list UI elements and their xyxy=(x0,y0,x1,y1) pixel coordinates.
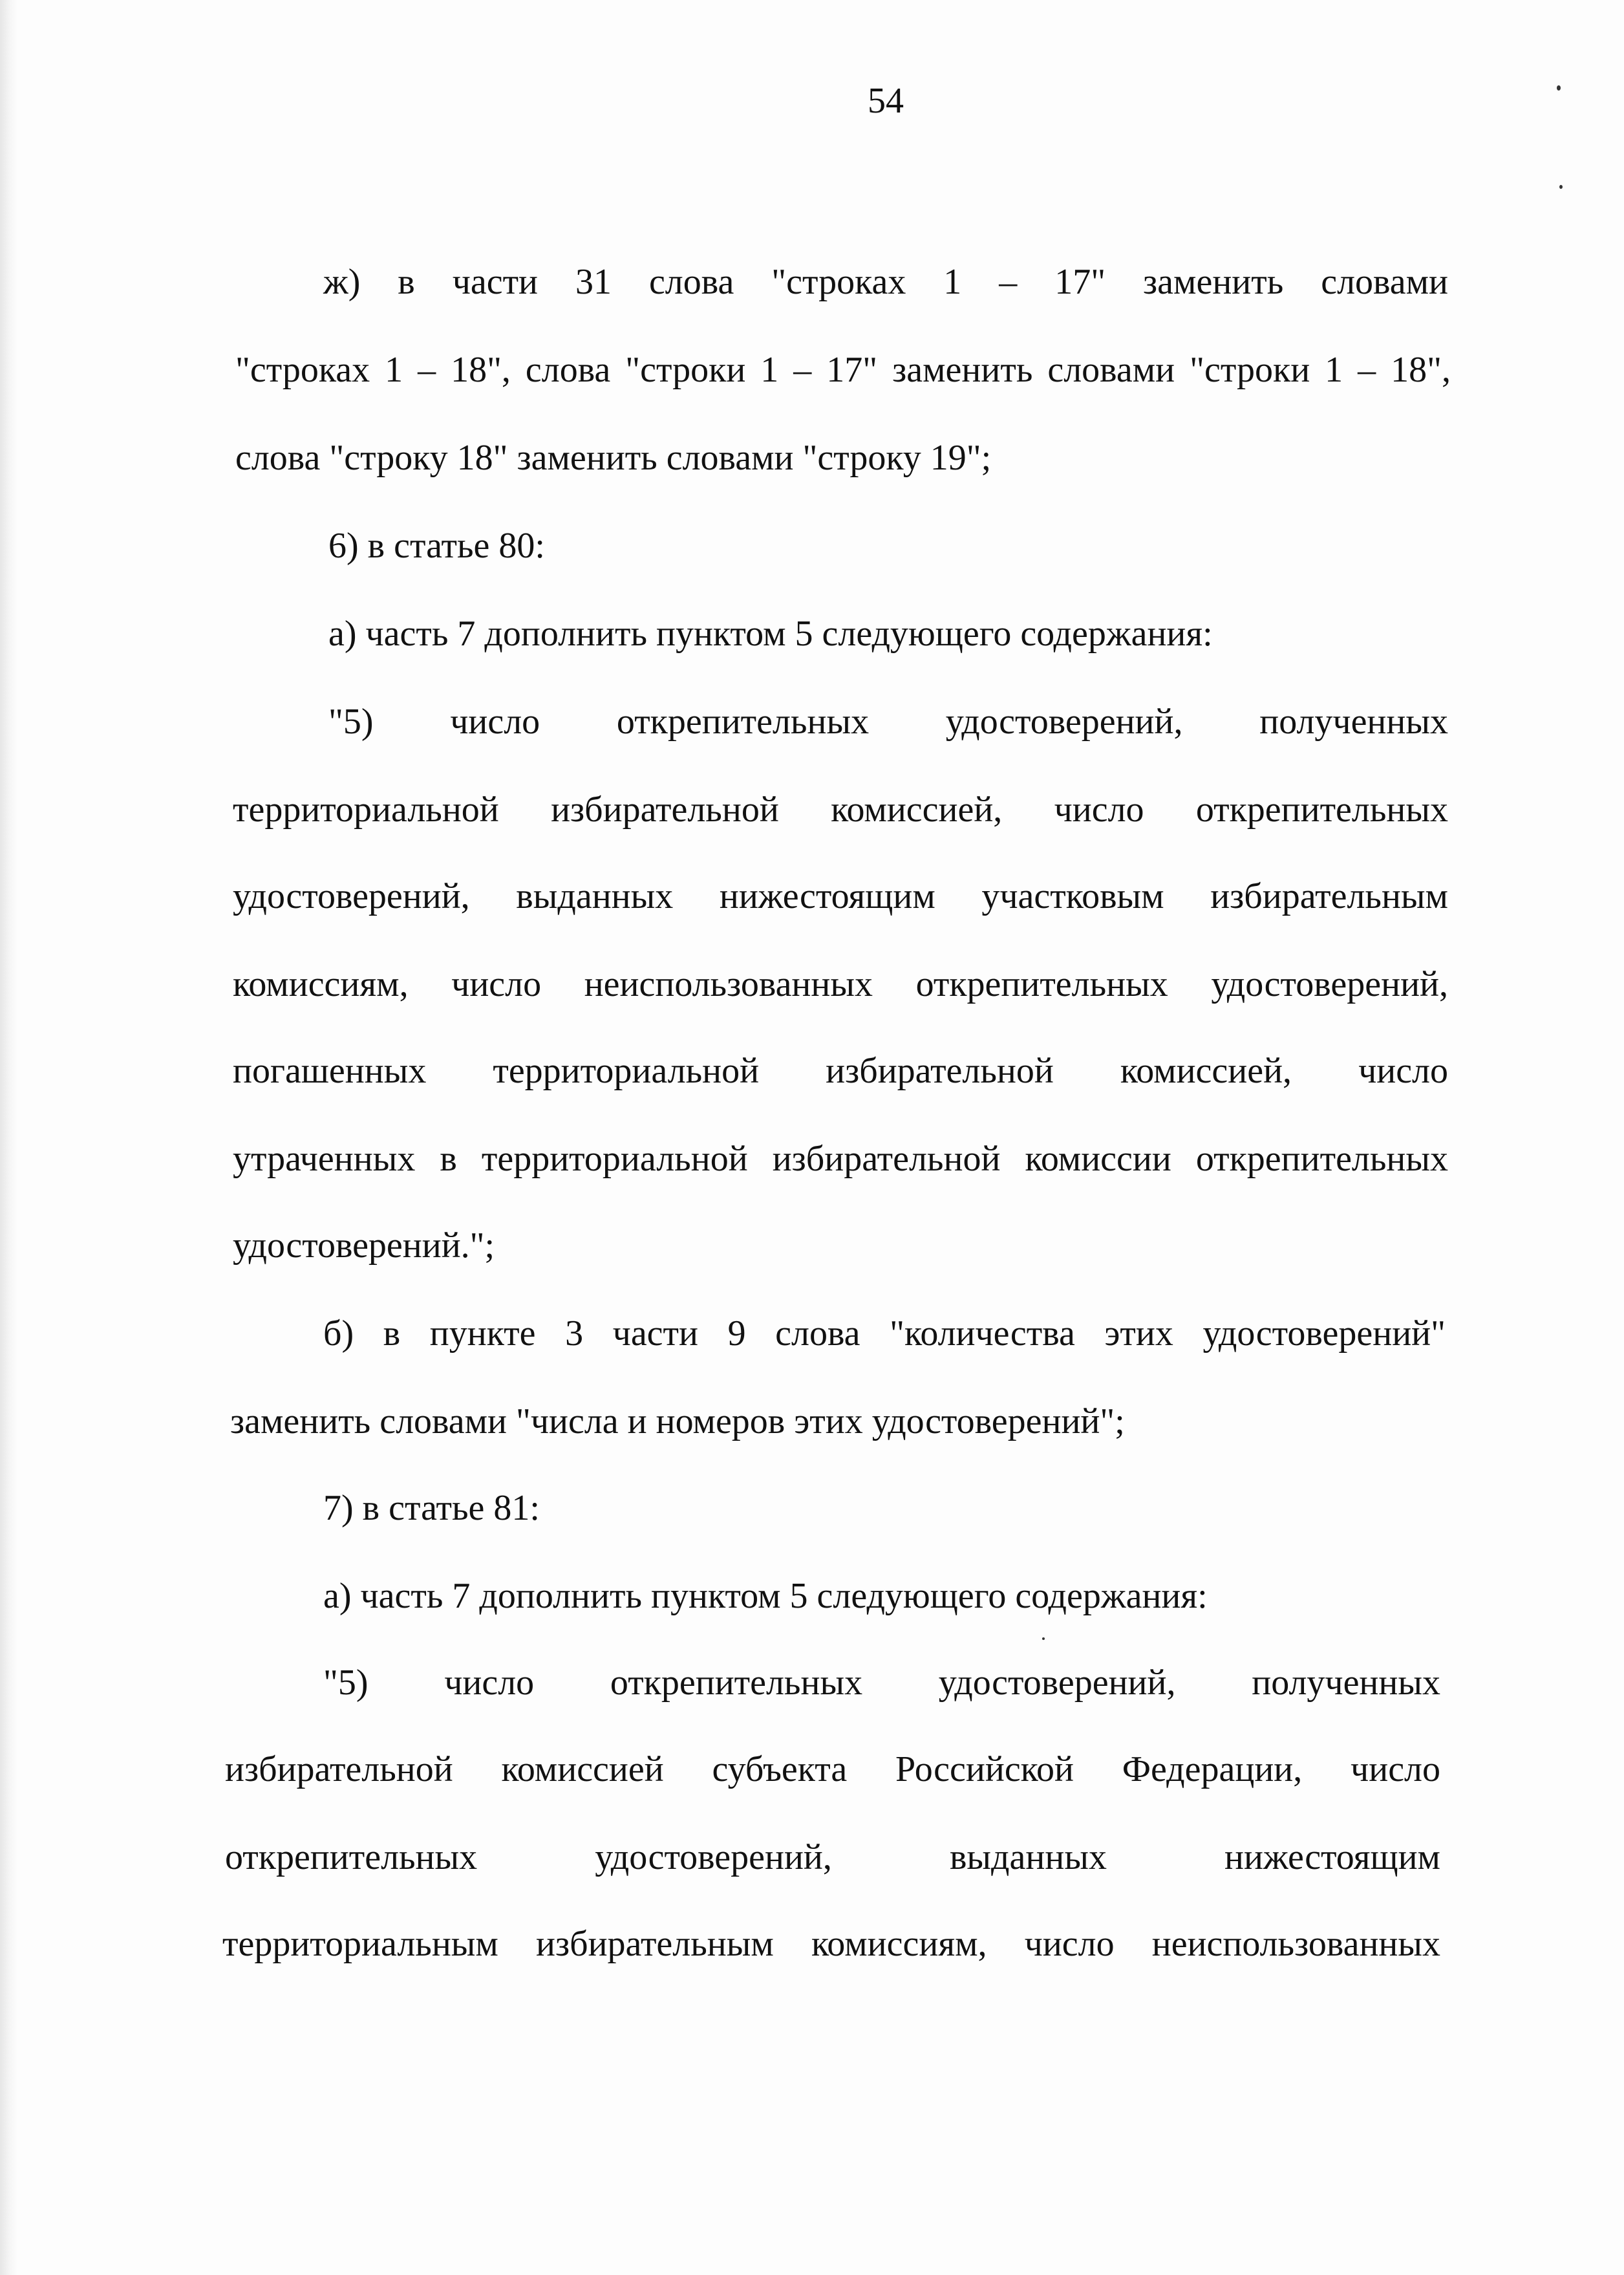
text-line-4: 6) в статье 80: xyxy=(328,526,545,566)
scan-edge-shadow xyxy=(0,0,18,2275)
text-line-15: 7) в статье 81: xyxy=(323,1488,540,1528)
text-line-6: "5) число открепительных удостоверений, полученных xyxy=(328,702,1448,742)
scan-speck xyxy=(1557,85,1561,91)
text-line-10: погашенных территориальной избирательной комиссией, число xyxy=(233,1051,1448,1091)
text-line-11: утраченных в территориальной избирательной комиссии открепительных xyxy=(233,1139,1448,1179)
text-line-17: "5) число открепительных удостоверений, полученных xyxy=(323,1663,1440,1703)
text-line-13: б) в пункте 3 части 9 слова "количества этих удостоверений" xyxy=(323,1313,1446,1353)
text-line-12: удостоверений."; xyxy=(233,1225,495,1266)
page-number: 54 xyxy=(868,81,904,121)
text-line-14: заменить словами "числа и номеров этих удостоверений"; xyxy=(230,1401,1125,1441)
text-line-20: территориальным избирательным комиссиям, число неиспользованных xyxy=(222,1924,1440,1964)
text-line-1: ж) в части 31 слова "строках 1 – 17" заменить словами xyxy=(323,262,1448,302)
text-line-5: а) часть 7 дополнить пунктом 5 следующего содержания: xyxy=(328,614,1213,654)
text-line-18: избирательной комиссией субъекта Российской Федерации, число xyxy=(225,1749,1440,1789)
text-line-8: удостоверений, выданных нижестоящим участковым избирательным xyxy=(233,876,1448,916)
text-line-2: "строках 1 – 18", слова "строки 1 – 17" заменить словами "строки 1 – 18", xyxy=(235,350,1451,390)
text-line-3: слова "строку 18" заменить словами "строку 19"; xyxy=(235,438,992,478)
scan-speck xyxy=(1042,1637,1045,1640)
text-line-16: а) часть 7 дополнить пунктом 5 следующего содержания: xyxy=(323,1576,1208,1616)
text-line-9: комиссиям, число неиспользованных открепительных удостоверений, xyxy=(233,964,1448,1004)
text-line-19: открепительных удостоверений, выданных нижестоящим xyxy=(225,1837,1440,1877)
text-line-7: территориальной избирательной комиссией, число открепительных xyxy=(233,790,1448,830)
scan-speck xyxy=(1559,185,1563,189)
